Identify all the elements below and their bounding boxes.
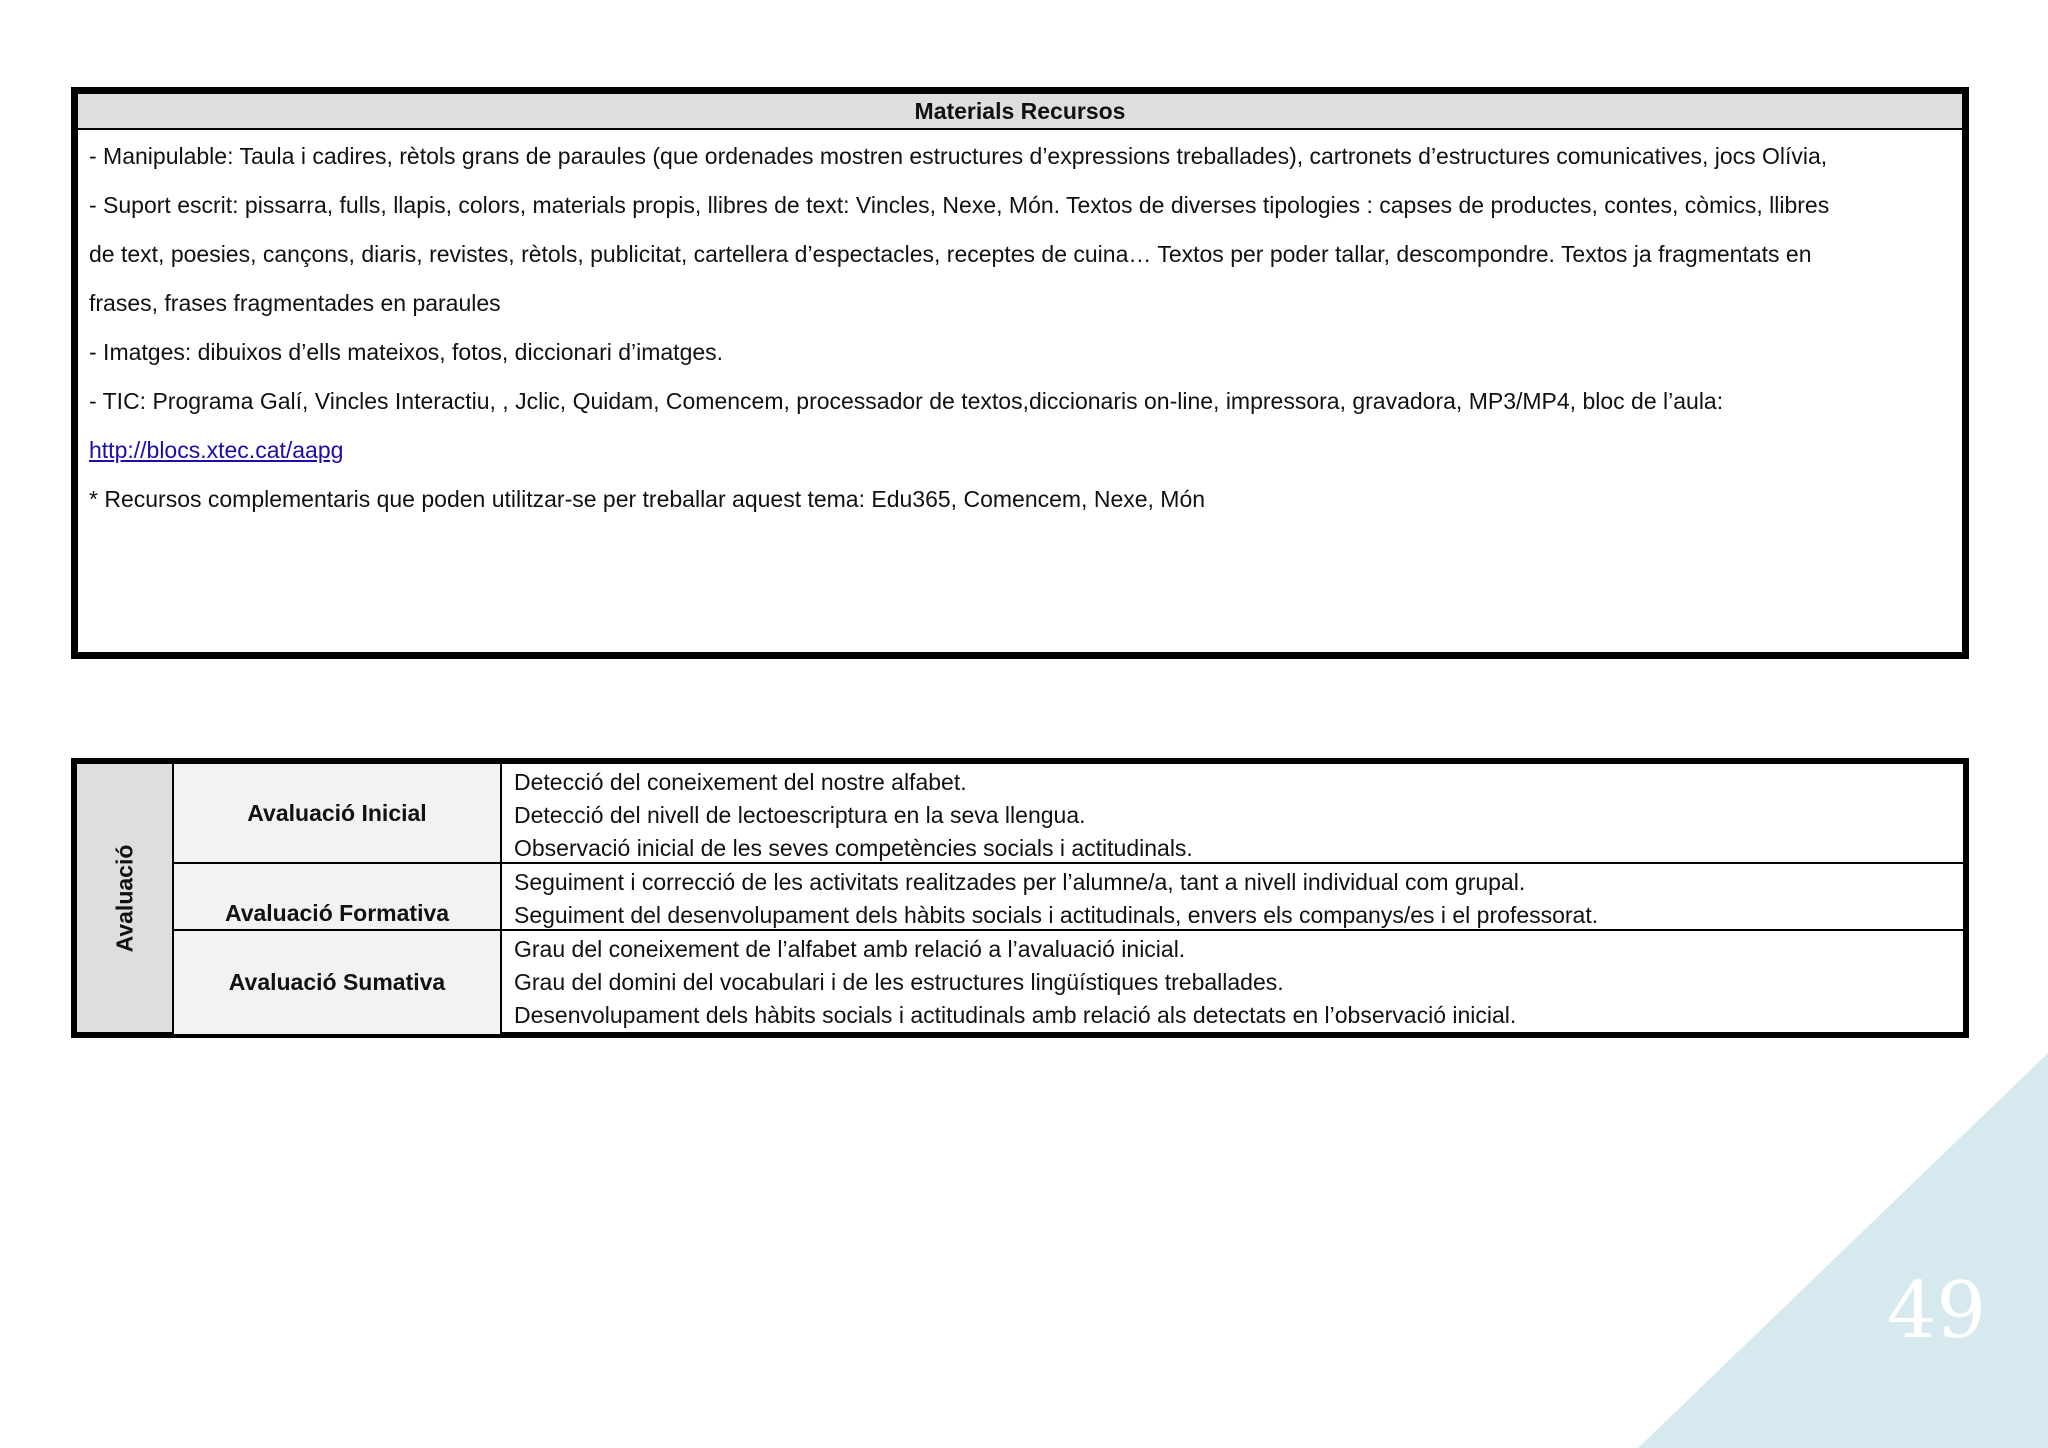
eval-inicial-line: Detecció del nivell de lectoescriptura en la seva llengua. [514,802,1086,828]
materials-line-link [89,426,1950,475]
materials-line-tic: - TIC: Programa Galí, Vincles Interactiu, , Jclic, Quidam, Comencem, processador de textos,diccionaris on-line, impressora, gravadora, MP3/MP4, bloc de l’aula: [89,388,1724,414]
eval-formativa-line: Seguiment i correcció de les activitats realitzades per l’alumne/a, tant a nivell individual com grupal. [514,869,1526,895]
materials-line-manipulable: - Manipulable: Taula i cadires, rètols grans de paraules (que ordenades mostren estructures d’expressions treballades), cartronets d’estructures comunicatives, jocs Olívia, [89,143,1828,169]
eval-sumativa-line: Desenvolupament dels hàbits socials i actitudinals amb relació als detectats en l’observació inicial. [514,1002,1517,1028]
avaluacio-table [71,758,1969,1038]
eval-formativa-line: Seguiment del desenvolupament dels hàbits socials i actitudinals, envers els companys/es i el professorat. [514,902,1599,928]
eval-label-sumativa: Avaluació Sumativa [174,931,502,1034]
eval-desc-formativa [502,864,1963,929]
eval-label-formativa: Avaluació Formativa [174,864,502,929]
materials-line-suport-escrit: - Suport escrit: pissarra, fulls, llapis, colors, materials propis, llibres de text: Vincles, Nexe, Món. Textos de diverses tipologies : capses de productes, contes, còmics, llibres [89,192,1830,218]
materials-line-suport-escrit-end: frases, frases fragmentades en paraules [89,290,501,316]
eval-desc-sumativa [502,931,1963,1034]
materials-recursos-table [71,87,1969,659]
eval-desc-inicial [502,764,1963,862]
materials-header: Materials Recursos [78,94,1962,130]
materials-line-complementary: * Recursos complementaris que poden utilitzar-se per treballar aquest tema: Edu365, Comencem, Nexe, Món [89,486,1206,512]
avaluacio-side-label: Avaluació [111,844,137,952]
eval-sumativa-line: Grau del domini del vocabulari i de les estructures lingüístiques treballades. [514,969,1284,995]
eval-row-sumativa [174,931,1963,1034]
corner-triangle-decoration [1638,1053,2048,1448]
bloc-aula-link[interactable]: http://blocs.xtec.cat/aapg [89,437,344,463]
eval-row-inicial [174,764,1963,864]
materials-line-imatges: - Imatges: dibuixos d’ells mateixos, fotos, diccionari d’imatges. [89,339,724,365]
eval-inicial-line: Observació inicial de les seves competències socials i actitudinals. [514,835,1193,861]
eval-sumativa-line: Grau del coneixement de l’alfabet amb relació a l’avaluació inicial. [514,936,1186,962]
eval-label-inicial: Avaluació Inicial [174,764,502,862]
avaluacio-rows [174,764,1963,1032]
avaluacio-side-header [77,764,174,1032]
eval-inicial-line: Detecció del coneixement del nostre alfabet. [514,769,967,795]
materials-line-suport-escrit-cont: de text, poesies, cançons, diaris, revistes, rètols, publicitat, cartellera d’espectacles, receptes de cuina… Textos per poder tallar, descompondre. Textos ja fragmentats en [89,241,1812,267]
eval-row-formativa [174,864,1963,931]
materials-body [78,130,1962,524]
page-number: 49 [1886,1266,1986,1356]
